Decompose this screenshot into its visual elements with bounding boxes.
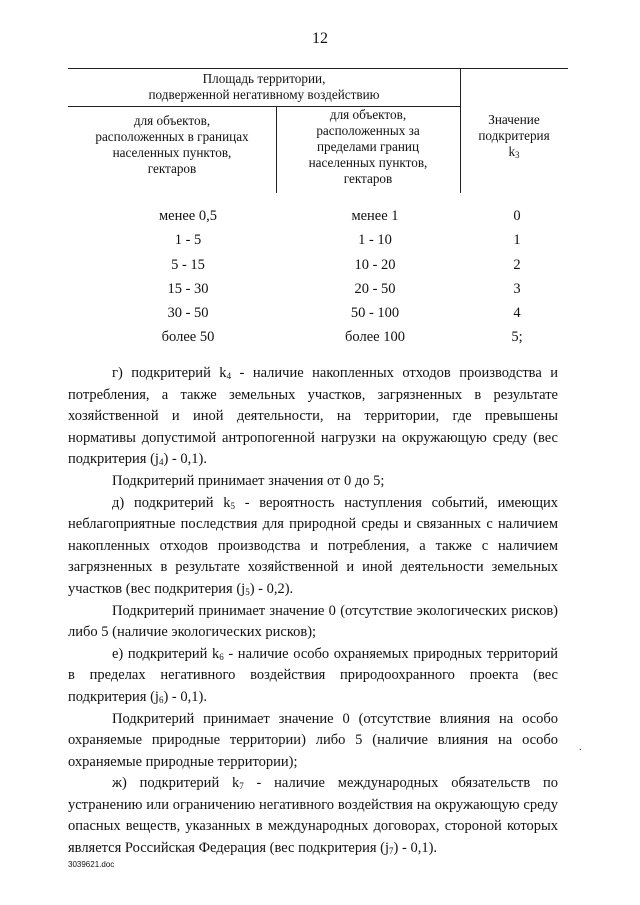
cell-outside: 1 - 10	[358, 232, 392, 249]
cell-outside: 10 - 20	[354, 256, 396, 273]
cell-inside: 1 - 5	[174, 232, 202, 249]
paragraph-subcriterion-k7: ж) подкритерий $k_7$ - наличие международных обязательств по устранению или ограничению негативного воздействия на окружающую среду опасных веществ, указанных в международных договорах, стороной которых является Российская Федерация (вес подкритерия $(j_7) - 0,1$).	[68, 775, 558, 857]
cell-value: 0	[513, 208, 521, 224]
paragraph-k5-note: Подкритерий принимает значение 0 (отсутствие экологических рисков) либо 5 (наличие экологических рисков);	[68, 602, 558, 641]
cell-inside: более 50	[161, 329, 215, 346]
document-body	[68, 363, 558, 860]
cell-value: 5;	[511, 329, 523, 346]
cell-value: 3	[513, 280, 521, 297]
table-row	[68, 208, 568, 232]
paragraph-k6-note: Подкритерий принимает значение 0 (отсутствие влияния на особо охраняемые природные территории) либо 5 (наличие влияния на особо охраняемые природные территории);	[68, 710, 558, 770]
paragraph-k4-note: Подкритерий принимает значения от 0 до 5;	[112, 472, 385, 489]
header-col-outside-settlements: для объектов, расположенных за пределами границ населенных пунктов, гектаров	[308, 107, 428, 186]
stray-mark: .	[579, 742, 582, 753]
cell-inside: 15 - 30	[167, 280, 209, 297]
header-col-inside-settlements: для объектов, расположенных в границах населенных пунктов, гектаров	[95, 113, 249, 176]
cell-inside: 30 - 50	[167, 305, 209, 322]
header-col-subcriterion-value: Значение подкритерия $k_3$	[478, 112, 550, 160]
cell-outside: 20 - 50	[354, 280, 396, 297]
file-name-footer: 3039621.doc	[68, 860, 115, 869]
cell-outside: менее 1	[351, 208, 399, 224]
cell-outside: более 100	[345, 329, 405, 346]
cell-inside: 5 - 15	[171, 256, 205, 273]
paragraph-subcriterion-k6: е) подкритерий $k_6$ - наличие особо охраняемых природных территорий в пределах негативного воздействия природоохранного проекта (вес подкритерия $(j_6) - 0,1$).	[68, 645, 558, 705]
cell-value: 4	[513, 305, 521, 322]
table-row	[68, 232, 568, 256]
paragraph-subcriterion-k4: г) подкритерий $k_4$ - наличие накопленных отходов производства и потребления, а также земельных участков, загрязненных в результате хозяйственной и иной деятельности, на территории, где превышены нормативы допустимой антропогенной нагрузки на окружающую среду (вес подкритерия $(j_4) - 0,1$).	[68, 365, 559, 468]
cell-value: 1	[513, 232, 521, 249]
page-number: 12	[312, 30, 328, 47]
criteria-table-header	[68, 68, 568, 193]
paragraph-subcriterion-k5: д) подкритерий $k_5$ - вероятность наступления событий, имеющих неблагоприятные последствия для природной среды и связанных с наличием накопленных отходов производства и потребления, а также с наличием загрязненных в результате хозяйственной и иной деятельности земельных участков (вес подкритерия $(j_5) - 0,2$).	[68, 494, 558, 597]
cell-value: 2	[513, 256, 521, 273]
table-row	[68, 281, 568, 305]
table-row	[68, 305, 568, 329]
header-group-area: Площадь территории, подверженной негативному воздействию	[148, 71, 380, 102]
table-row	[68, 257, 568, 281]
table-row	[68, 329, 568, 353]
cell-inside: менее 0,5	[159, 208, 217, 224]
criteria-table-body	[68, 208, 568, 354]
cell-outside: 50 - 100	[350, 305, 400, 322]
